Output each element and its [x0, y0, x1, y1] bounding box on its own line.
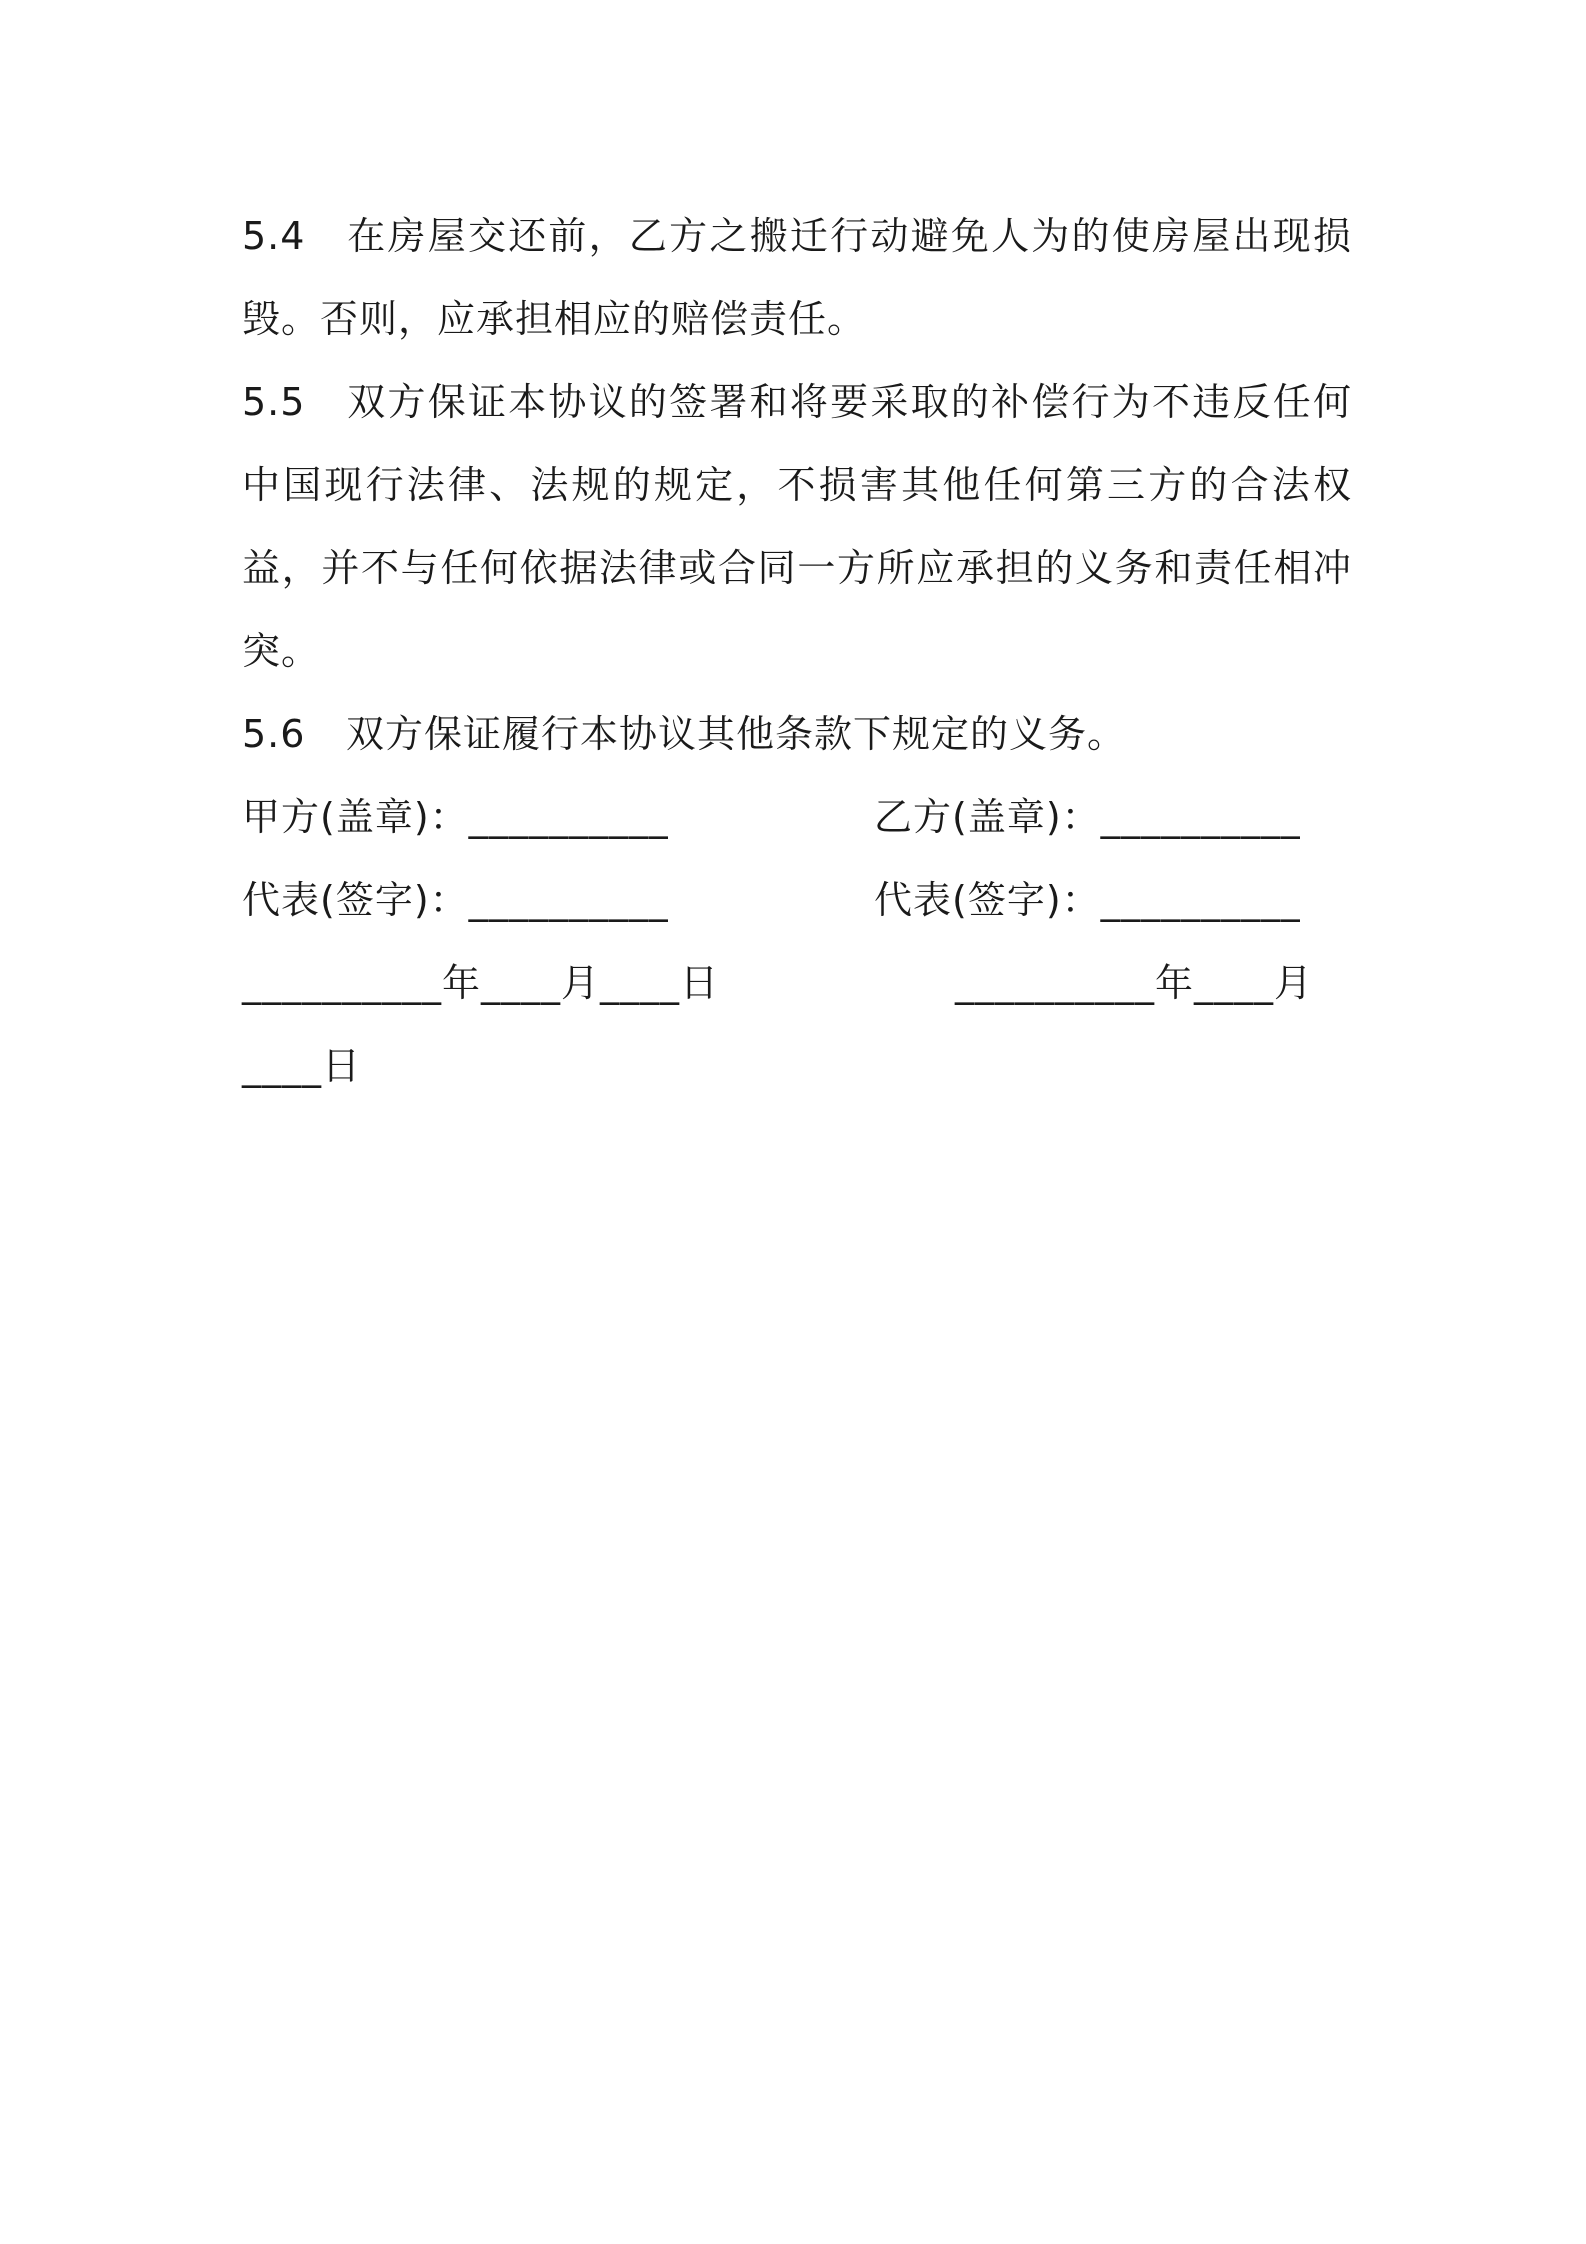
- representative-row: [242, 859, 1352, 942]
- document-body: [242, 195, 1352, 1108]
- clause-number: 5.4: [242, 214, 306, 258]
- party-b-date-day: ____日: [242, 1044, 362, 1088]
- seal-row: [242, 776, 1352, 859]
- party-b-seal-line: 乙方(盖章)：__________: [874, 795, 1301, 839]
- clause-5-6: [242, 693, 1352, 776]
- clause-number: 5.5: [242, 380, 306, 424]
- clause-number: 5.6: [242, 712, 306, 756]
- party-b-date-line: __________年____月: [955, 961, 1314, 1005]
- clause-5-4: [242, 195, 1352, 361]
- date-row: [242, 942, 1352, 1025]
- clause-5-5: [242, 361, 1352, 693]
- party-a-seal-line: 甲方(盖章)：__________: [242, 795, 669, 839]
- clause-text: 双方保证本协议的签署和将要采取的补偿行为不违反任何中国现行法律、法规的规定，不损害其他任何第三方的合法权益，并不与任何依据法律或合同一方所应承担的义务和责任相冲突。: [242, 380, 1352, 673]
- clause-text: 双方保证履行本协议其他条款下规定的义务。: [346, 712, 1127, 756]
- party-b-rep-line: 代表(签字)：__________: [874, 878, 1301, 922]
- party-a-rep-line: 代表(签字)：__________: [242, 878, 669, 922]
- clause-text: 在房屋交还前，乙方之搬迁行动避免人为的使房屋出现损毁。否则，应承担相应的赔偿责任。: [242, 214, 1352, 341]
- party-a-date-line: __________年____月____日: [242, 961, 720, 1005]
